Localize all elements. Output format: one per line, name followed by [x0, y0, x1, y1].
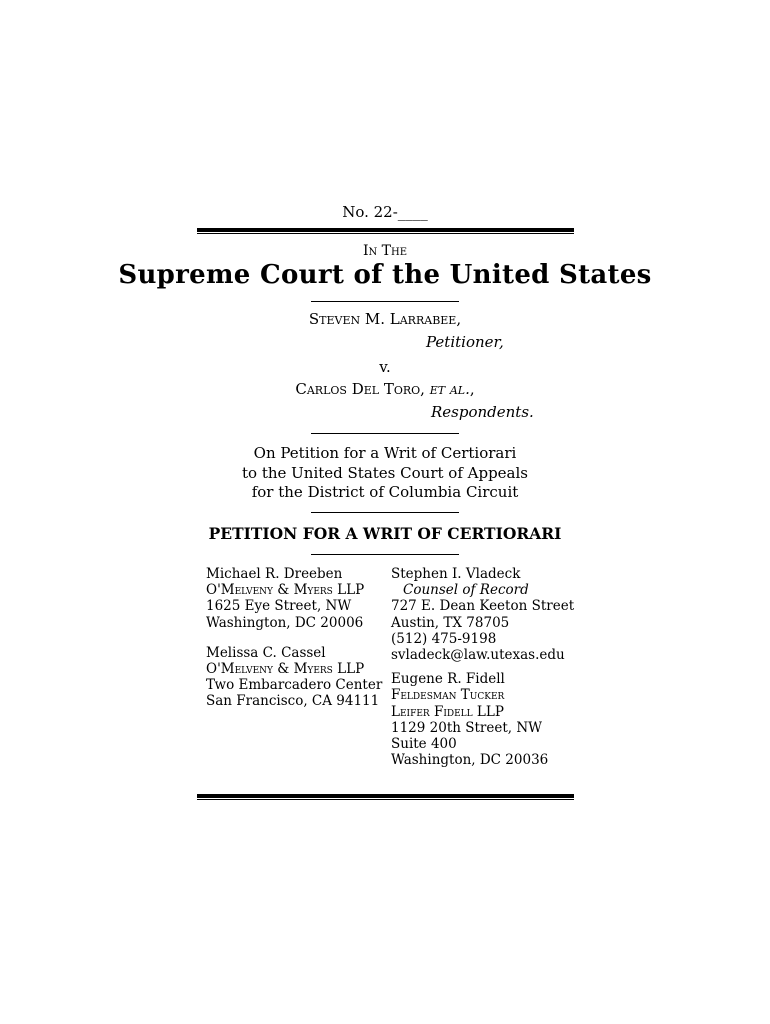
counsel-block	[391, 671, 581, 768]
counsel-firm: O'Melveny & Myers LLP	[206, 582, 365, 599]
respondent-name-line	[0, 380, 770, 398]
counsel-city: San Francisco, CA 94111	[206, 693, 380, 710]
document-title: PETITION FOR A WRIT OF CERTIORARI	[208, 524, 562, 543]
respondent-role: Respondents.	[431, 403, 534, 421]
counsel-email: svladeck@law.utexas.edu	[391, 647, 565, 664]
writ-line: On Petition for a Writ of Certiorari	[253, 444, 517, 462]
counsel-name: Eugene R. Fidell	[391, 671, 505, 688]
petitioner-role: Petitioner,	[426, 333, 504, 351]
top-double-rule	[197, 228, 574, 234]
counsel-left-column	[206, 566, 386, 724]
counsel-city: Washington, DC 20006	[206, 614, 364, 631]
divider-rule	[311, 433, 459, 434]
counsel-of-record: Counsel of Record	[403, 582, 529, 599]
counsel-name: Michael R. Dreeben	[206, 566, 343, 582]
counsel-firm: O'Melveny & Myers LLP	[206, 661, 365, 678]
counsel-name: Stephen I. Vladeck	[391, 566, 521, 582]
versus-label: v.	[379, 358, 391, 376]
counsel-city: Austin, TX 78705	[391, 614, 510, 631]
divider-rule	[311, 512, 459, 513]
court-name: Supreme Court of the United States	[118, 260, 652, 290]
divider-rule	[311, 301, 459, 302]
respondent-name: Carlos Del Toro,	[295, 380, 430, 398]
writ-line: for the District of Columbia Circuit	[251, 483, 519, 501]
counsel-name: Melissa C. Cassel	[206, 644, 326, 661]
et-al: et al.	[429, 380, 470, 398]
counsel-address: 727 E. Dean Keeton Street	[391, 598, 575, 615]
docket-number: No. 22-____	[342, 203, 428, 221]
petitioner-name: Steven M. Larrabee,	[308, 310, 462, 328]
counsel-firm: Feldesman Tucker	[391, 687, 505, 704]
writ-line: to the United States Court of Appeals	[242, 464, 528, 482]
counsel-block	[206, 645, 386, 710]
counsel-suite: Suite 400	[391, 736, 457, 753]
divider-rule	[311, 554, 459, 555]
counsel-block	[206, 566, 386, 631]
counsel-address: Two Embarcadero Center	[206, 677, 383, 694]
bottom-double-rule	[197, 794, 574, 800]
in-the-heading: In The	[362, 243, 408, 259]
counsel-address: 1129 20th Street, NW	[391, 719, 543, 736]
counsel-address: 1625 Eye Street, NW	[206, 598, 352, 615]
counsel-phone: (512) 475-9198	[391, 630, 497, 647]
counsel-right-column	[391, 566, 581, 782]
respondent-suffix: ,	[469, 380, 475, 398]
counsel-city: Washington, DC 20036	[391, 752, 549, 769]
counsel-block	[391, 566, 581, 663]
counsel-firm: Leifer Fidell LLP	[391, 703, 504, 720]
